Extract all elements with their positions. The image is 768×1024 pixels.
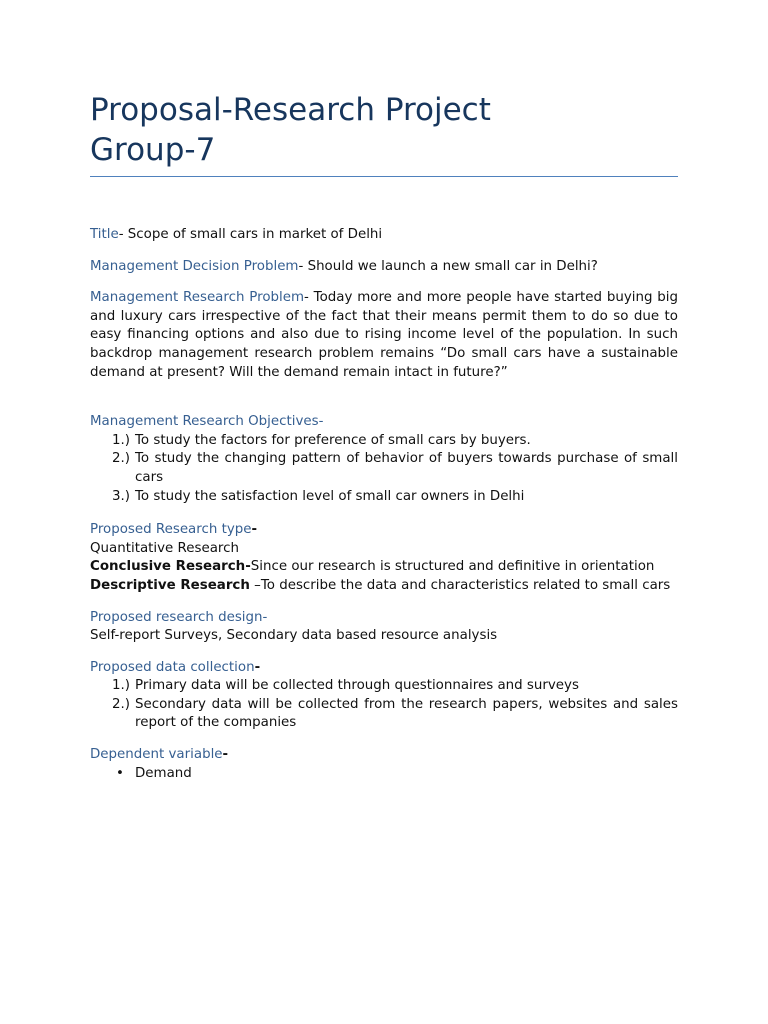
list-item-text: To study the factors for preference of small cars by buyers. (135, 432, 531, 448)
title-text: - Scope of small cars in market of Delhi (118, 227, 383, 242)
list-item-text: To study the changing pattern of behavior of buyers towards purchase of small cars (135, 451, 678, 485)
title-line-1: Proposal-Research Project (90, 92, 491, 128)
design-text: Self-report Surveys, Secondary data based resource analysis (90, 628, 498, 644)
descriptive-label: Descriptive Research (90, 577, 250, 593)
research-type-dash: - (251, 522, 258, 538)
objectives-heading (90, 413, 678, 432)
list-item-text: Demand (135, 765, 192, 781)
title-line-2: Group-7 (90, 132, 216, 168)
list-item (90, 432, 678, 451)
bullet-icon: • (116, 765, 124, 781)
list-item-text: Secondary data will be collected from the research papers, websites and sales report of the companies (135, 696, 678, 731)
mdp-section (90, 258, 678, 277)
research-type-heading (90, 521, 678, 540)
conclusive-line (90, 558, 678, 577)
document-title (90, 90, 678, 177)
mdp-text: - Should we launch a new small car in Delhi? (298, 258, 598, 274)
list-number: 3.) (112, 488, 131, 504)
design-heading (90, 609, 678, 628)
list-item-text: Primary data will be collected through questionnaires and surveys (135, 678, 579, 694)
title-section (90, 226, 678, 245)
list-item (90, 696, 678, 733)
document-page (90, 90, 678, 783)
mdp-label: Management Decision Problem (90, 258, 299, 274)
dependent-label: Dependent variable (90, 747, 223, 763)
list-item (90, 450, 678, 487)
mrp-text: - Today more and more people have started buying big and luxury cars irrespective of the fact that their means permit them to do so due to easy financing options and also due to rising income level of the population. In such backdrop management research problem remains “Do small cars have a sustainable demand at present? Will the demand remain intact in future?” (90, 290, 678, 380)
list-item (90, 488, 678, 507)
conclusive-label: Conclusive Research- (90, 559, 251, 575)
conclusive-text: Since our research is structured and definitive in orientation (250, 559, 655, 575)
list-number: 1.) (112, 432, 131, 448)
objectives-label: Management Research Objectives- (90, 414, 324, 430)
title-label: Title (90, 227, 119, 242)
collection-heading (90, 659, 678, 678)
list-number: 2.) (112, 696, 131, 712)
list-item (90, 677, 678, 696)
quantitative-line (90, 540, 678, 559)
dependent-heading (90, 746, 678, 765)
descriptive-text: –To describe the data and characteristics related to small cars (249, 577, 671, 593)
research-type-label: Proposed Research type (90, 522, 252, 538)
design-line (90, 627, 678, 646)
list-number: 2.) (112, 451, 131, 467)
collection-list (90, 677, 678, 733)
objectives-list (90, 432, 678, 506)
collection-dash: - (254, 659, 261, 675)
collection-label: Proposed data collection (90, 659, 255, 675)
design-label: Proposed research design- (90, 609, 268, 625)
quantitative-text: Quantitative Research (90, 540, 239, 556)
descriptive-line (90, 577, 678, 596)
mrp-section (90, 289, 678, 382)
dependent-dash: - (222, 747, 229, 763)
dependent-list (90, 765, 678, 784)
list-number: 1.) (112, 678, 131, 694)
list-item (90, 765, 678, 784)
list-item-text: To study the satisfaction level of small car owners in Delhi (135, 488, 525, 504)
mrp-label: Management Research Problem (90, 290, 305, 306)
